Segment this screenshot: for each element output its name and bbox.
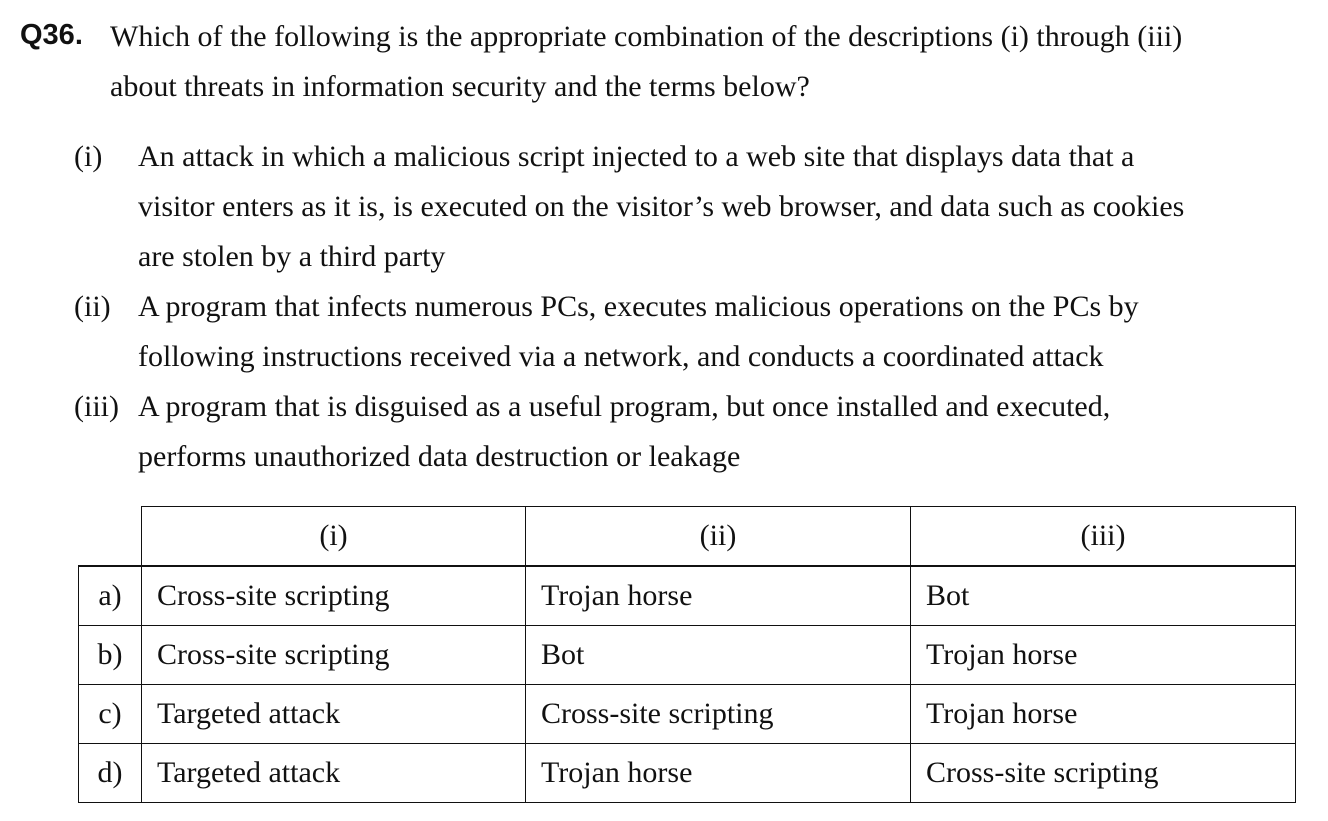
table-cell: Trojan horse [911, 684, 1296, 743]
question-line: about threats in information security and the terms below? [110, 70, 810, 103]
option-label[interactable]: c) [79, 684, 142, 743]
column-header: (i) [142, 507, 526, 566]
description-line: performs unauthorized data destruction or leakage [138, 440, 741, 473]
description-label: (i) [74, 140, 103, 173]
column-header: (iii) [911, 507, 1296, 566]
option-label[interactable]: b) [79, 625, 142, 684]
table-cell: Targeted attack [142, 684, 526, 743]
description-label: (iii) [74, 390, 119, 423]
description-line: following instructions received via a network, and conducts a coordinated attack [138, 340, 1104, 373]
answer-row-b[interactable] [79, 625, 1296, 684]
question-number: Q36. [20, 19, 83, 51]
table-cell: Targeted attack [142, 743, 526, 802]
description-line: An attack in which a malicious script injected to a web site that displays data that a [138, 140, 1135, 173]
table-cell: Cross-site scripting [142, 566, 526, 626]
table-cell: Cross-site scripting [911, 743, 1296, 802]
question-line: Which of the following is the appropriate combination of the descriptions (i) through (iii) [110, 20, 1183, 53]
question-text [110, 12, 1325, 112]
answer-row-a[interactable] [79, 566, 1296, 626]
table-cell: Bot [526, 625, 911, 684]
table-corner [79, 507, 142, 566]
description-line: A program that infects numerous PCs, executes malicious operations on the PCs by [138, 290, 1139, 323]
answer-row-d[interactable] [79, 743, 1296, 802]
table-cell: Trojan horse [526, 566, 911, 626]
table-cell: Cross-site scripting [142, 625, 526, 684]
description-label: (ii) [74, 290, 111, 323]
description-line: visitor enters as it is, is executed on the visitor’s web browser, and data such as cookies [138, 190, 1185, 223]
description-line: A program that is disguised as a useful program, but once installed and executed, [138, 390, 1111, 423]
answer-row-c[interactable] [79, 684, 1296, 743]
table-cell: Trojan horse [911, 625, 1296, 684]
option-label[interactable]: d) [79, 743, 142, 802]
table-header-row [79, 507, 1296, 566]
answer-table [78, 506, 1296, 803]
table-cell: Trojan horse [526, 743, 911, 802]
table-cell: Cross-site scripting [526, 684, 911, 743]
option-label[interactable]: a) [79, 566, 142, 626]
column-header: (ii) [526, 507, 911, 566]
table-cell: Bot [911, 566, 1296, 626]
description-line: are stolen by a third party [138, 240, 446, 273]
